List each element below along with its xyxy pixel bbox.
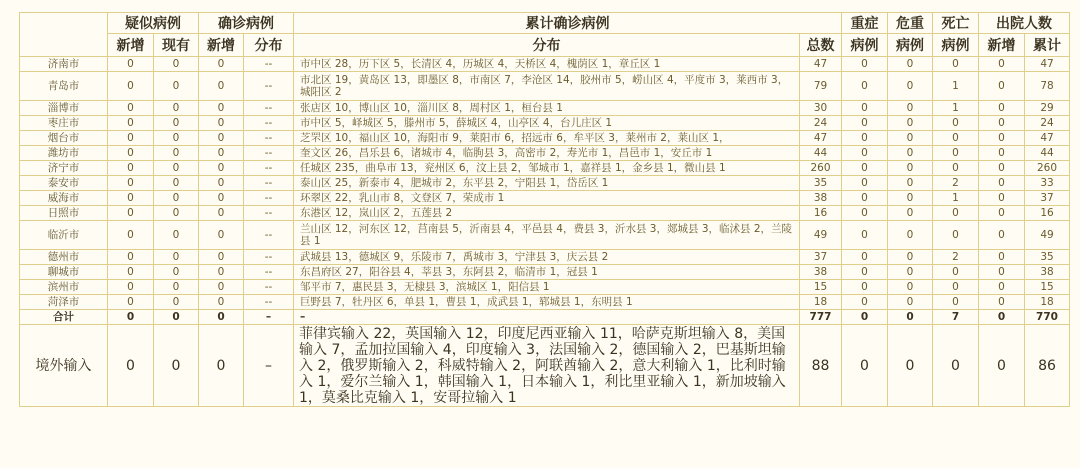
city-cell: 济南市 [20,57,108,72]
discharged-new-cell: 0 [979,131,1025,146]
death-cell: 0 [933,146,979,161]
header-discharged: 出院人数 [979,13,1070,34]
confirmed-new-cell: 0 [199,265,244,280]
suspected-new-cell: 0 [108,191,154,206]
suspected-new-cell: 0 [108,131,154,146]
city-cell: 烟台市 [20,131,108,146]
discharged-total-cell: 35 [1025,250,1070,265]
table-row [20,57,1070,72]
suspected-new-cell: 0 [108,146,154,161]
suspected-current-cell: 0 [154,250,199,265]
table-row [20,176,1070,191]
confirmed-new-cell: 0 [199,295,244,310]
discharged-total-cell: 33 [1025,176,1070,191]
severe-cell: 0 [842,325,888,407]
discharged-new-cell: 0 [979,191,1025,206]
header-death-case: 病例 [933,34,979,57]
suspected-current-cell: 0 [154,176,199,191]
confirmed-distribution-cell: -- [244,161,294,176]
discharged-new-cell: 0 [979,250,1025,265]
city-cell: 临沂市 [20,221,108,250]
table-row [20,131,1070,146]
distribution-cell: 巨野县 7，牡丹区 6，单县 1，曹县 1，成武县 1，郓城县 1，东明县 1 [294,295,800,310]
table-row [20,265,1070,280]
suspected-new-cell: 0 [108,310,154,325]
distribution-cell: 武城县 13，德城区 9，乐陵市 7，禹城市 3，宁津县 3，庆云县 2 [294,250,800,265]
severe-cell: 0 [842,206,888,221]
total-cell: 37 [800,250,842,265]
critical-cell: 0 [888,221,933,250]
death-cell: 0 [933,161,979,176]
total-cell: 35 [800,176,842,191]
discharged-new-cell: 0 [979,101,1025,116]
distribution-cell: 奎文区 26，昌乐县 6，诸城市 4，临朐县 3，高密市 2，寿光市 1，昌邑市 1，安丘市 1 [294,146,800,161]
discharged-new-cell: 0 [979,325,1025,407]
discharged-new-cell: 0 [979,280,1025,295]
confirmed-new-cell: 0 [199,221,244,250]
discharged-total-cell: 47 [1025,57,1070,72]
confirmed-distribution-cell: -- [244,295,294,310]
suspected-new-cell: 0 [108,295,154,310]
death-cell: 0 [933,131,979,146]
table-row [20,280,1070,295]
header-critical-case: 病例 [888,34,933,57]
severe-cell: 0 [842,310,888,325]
confirmed-distribution-cell: -- [244,116,294,131]
discharged-new-cell: 0 [979,206,1025,221]
death-cell: 0 [933,206,979,221]
severe-cell: 0 [842,161,888,176]
critical-cell: 0 [888,250,933,265]
total-cell: 18 [800,295,842,310]
discharged-total-cell: 15 [1025,280,1070,295]
confirmed-distribution-cell: -- [244,176,294,191]
discharged-total-cell: 44 [1025,146,1070,161]
discharged-total-cell: 260 [1025,161,1070,176]
header-severe: 重症 [842,13,888,34]
header-severe-case: 病例 [842,34,888,57]
death-cell: 1 [933,101,979,116]
distribution-cell: 菲律宾输入 22，英国输入 12，印度尼西亚输入 11，哈萨克斯坦输入 8，美国输入 7，孟加拉国输入 4，印度输入 3，法国输入 2，德国输入 2，巴基斯坦输入 2，俄罗斯输入 2，科威特输入 2，阿联酋输入 2，意大利输入 1，比利时输入 1，爱尔兰输入 1，韩国输入 1，日本输入 1，利比里亚输入 1，新加坡输入 1，莫桑比克输入 1，安哥拉输入 1 [294,325,800,407]
city-cell: 青岛市 [20,72,108,101]
suspected-new-cell: 0 [108,72,154,101]
table-body [20,57,1070,407]
corner-cell [20,13,108,57]
discharged-total-cell: 770 [1025,310,1070,325]
death-cell: 0 [933,116,979,131]
confirmed-distribution-cell: – [244,325,294,407]
table-row [20,161,1070,176]
header-confirmed-distribution: 分布 [244,34,294,57]
discharged-new-cell: 0 [979,310,1025,325]
critical-cell: 0 [888,146,933,161]
distribution-cell: 环翠区 22，乳山市 8，文登区 7，荣成市 1 [294,191,800,206]
header-discharged-total: 累计 [1025,34,1070,57]
city-cell: 合计 [20,310,108,325]
city-cell: 德州市 [20,250,108,265]
critical-cell: 0 [888,101,933,116]
table-row [20,206,1070,221]
header-cumulative-distribution: 分布 [294,34,800,57]
death-cell: 0 [933,57,979,72]
header-suspected: 疑似病例 [108,13,199,34]
table-row [20,116,1070,131]
suspected-current-cell: 0 [154,131,199,146]
confirmed-new-cell: 0 [199,57,244,72]
distribution-cell: 兰山区 12，河东区 12，莒南县 5，沂南县 4，平邑县 4，费县 3，沂水县 3，郯城县 3，临沭县 2，兰陵县 1 [294,221,800,250]
city-cell: 滨州市 [20,280,108,295]
critical-cell: 0 [888,161,933,176]
city-cell: 威海市 [20,191,108,206]
confirmed-distribution-cell: -- [244,191,294,206]
discharged-total-cell: 37 [1025,191,1070,206]
distribution-cell: 泰山区 25，新泰市 4，肥城市 2，东平县 2，宁阳县 1，岱岳区 1 [294,176,800,191]
critical-cell: 0 [888,57,933,72]
total-cell: 79 [800,72,842,101]
suspected-current-cell: 0 [154,57,199,72]
total-cell: 777 [800,310,842,325]
suspected-new-cell: 0 [108,325,154,407]
suspected-current-cell: 0 [154,191,199,206]
city-cell: 潍坊市 [20,146,108,161]
suspected-current-cell: 0 [154,265,199,280]
city-cell: 日照市 [20,206,108,221]
discharged-total-cell: 24 [1025,116,1070,131]
severe-cell: 0 [842,280,888,295]
total-cell: 88 [800,325,842,407]
city-cell: 聊城市 [20,265,108,280]
confirmed-new-cell: 0 [199,146,244,161]
distribution-cell: 市北区 19，黄岛区 13，即墨区 8，市南区 7，李沧区 14，胶州市 5，崂山区 4，平度市 3，莱西市 3，城阳区 2 [294,72,800,101]
suspected-current-cell: 0 [154,72,199,101]
death-cell: 2 [933,250,979,265]
suspected-new-cell: 0 [108,101,154,116]
header-discharged-new: 新增 [979,34,1025,57]
total-cell: 260 [800,161,842,176]
discharged-new-cell: 0 [979,57,1025,72]
header-confirmed-new: 新增 [199,34,244,57]
table-row [20,221,1070,250]
death-cell: 2 [933,176,979,191]
severe-cell: 0 [842,265,888,280]
table-row [20,146,1070,161]
confirmed-new-cell: 0 [199,116,244,131]
severe-cell: 0 [842,191,888,206]
severe-cell: 0 [842,72,888,101]
confirmed-new-cell: 0 [199,250,244,265]
confirmed-distribution-cell: -- [244,57,294,72]
distribution-cell: 任城区 235，曲阜市 13，兖州区 6，汶上县 2，邹城市 1，嘉祥县 1，金乡县 1，微山县 1 [294,161,800,176]
header-suspected-current: 现有 [154,34,199,57]
suspected-new-cell: 0 [108,250,154,265]
distribution-cell: – [294,310,800,325]
confirmed-distribution-cell: – [244,310,294,325]
total-cell: 47 [800,57,842,72]
death-cell: 0 [933,280,979,295]
discharged-new-cell: 0 [979,176,1025,191]
death-cell: 0 [933,325,979,407]
total-cell: 38 [800,265,842,280]
city-cell: 济宁市 [20,161,108,176]
confirmed-distribution-cell: -- [244,280,294,295]
table-row [20,101,1070,116]
total-cell: 38 [800,191,842,206]
critical-cell: 0 [888,72,933,101]
suspected-new-cell: 0 [108,57,154,72]
suspected-current-cell: 0 [154,206,199,221]
severe-cell: 0 [842,146,888,161]
confirmed-new-cell: 0 [199,191,244,206]
critical-cell: 0 [888,325,933,407]
confirmed-distribution-cell: -- [244,250,294,265]
confirmed-distribution-cell: -- [244,146,294,161]
city-cell: 菏泽市 [20,295,108,310]
critical-cell: 0 [888,131,933,146]
discharged-total-cell: 16 [1025,206,1070,221]
suspected-current-cell: 0 [154,161,199,176]
discharged-new-cell: 0 [979,221,1025,250]
severe-cell: 0 [842,176,888,191]
discharged-new-cell: 0 [979,146,1025,161]
suspected-current-cell: 0 [154,116,199,131]
death-cell: 1 [933,72,979,101]
distribution-cell: 东港区 12，岚山区 2，五莲县 2 [294,206,800,221]
severe-cell: 0 [842,250,888,265]
death-cell: 0 [933,295,979,310]
confirmed-new-cell: 0 [199,325,244,407]
total-cell: 47 [800,131,842,146]
header-critical: 危重 [888,13,933,34]
covid-case-table [19,12,1070,407]
confirmed-distribution-cell: -- [244,72,294,101]
critical-cell: 0 [888,191,933,206]
confirmed-new-cell: 0 [199,161,244,176]
table-row [20,310,1070,325]
distribution-cell: 东昌府区 27，阳谷县 4，莘县 3，东阿县 2，临清市 1，冠县 1 [294,265,800,280]
city-cell: 泰安市 [20,176,108,191]
discharged-total-cell: 49 [1025,221,1070,250]
confirmed-distribution-cell: -- [244,221,294,250]
header-cumulative-total: 总数 [800,34,842,57]
confirmed-new-cell: 0 [199,206,244,221]
discharged-new-cell: 0 [979,265,1025,280]
header-confirmed: 确诊病例 [199,13,294,34]
city-cell: 境外输入 [20,325,108,407]
discharged-total-cell: 29 [1025,101,1070,116]
city-cell: 枣庄市 [20,116,108,131]
confirmed-new-cell: 0 [199,280,244,295]
total-cell: 44 [800,146,842,161]
critical-cell: 0 [888,295,933,310]
total-cell: 16 [800,206,842,221]
severe-cell: 0 [842,101,888,116]
discharged-total-cell: 38 [1025,265,1070,280]
confirmed-new-cell: 0 [199,310,244,325]
suspected-new-cell: 0 [108,116,154,131]
confirmed-new-cell: 0 [199,72,244,101]
total-cell: 15 [800,280,842,295]
suspected-new-cell: 0 [108,280,154,295]
suspected-current-cell: 0 [154,101,199,116]
suspected-new-cell: 0 [108,265,154,280]
critical-cell: 0 [888,265,933,280]
severe-cell: 0 [842,295,888,310]
suspected-current-cell: 0 [154,280,199,295]
distribution-cell: 芝罘区 10，福山区 10，海阳市 9，莱阳市 6，招远市 6，牟平区 3，莱州市 2，莱山区 1， [294,131,800,146]
table-row [20,295,1070,310]
table-row [20,325,1070,407]
confirmed-distribution-cell: -- [244,131,294,146]
death-cell: 7 [933,310,979,325]
suspected-new-cell: 0 [108,206,154,221]
confirmed-distribution-cell: -- [244,206,294,221]
critical-cell: 0 [888,176,933,191]
suspected-current-cell: 0 [154,295,199,310]
city-cell: 淄博市 [20,101,108,116]
header-death: 死亡 [933,13,979,34]
suspected-new-cell: 0 [108,176,154,191]
suspected-new-cell: 0 [108,161,154,176]
critical-cell: 0 [888,310,933,325]
distribution-cell: 邹平市 7，惠民县 3，无棣县 3，滨城区 1，阳信县 1 [294,280,800,295]
critical-cell: 0 [888,280,933,295]
confirmed-new-cell: 0 [199,101,244,116]
discharged-total-cell: 86 [1025,325,1070,407]
discharged-new-cell: 0 [979,295,1025,310]
header-cumulative: 累计确诊病例 [294,13,842,34]
confirmed-distribution-cell: -- [244,101,294,116]
confirmed-new-cell: 0 [199,131,244,146]
discharged-new-cell: 0 [979,161,1025,176]
discharged-new-cell: 0 [979,72,1025,101]
table-row [20,250,1070,265]
suspected-current-cell: 0 [154,325,199,407]
severe-cell: 0 [842,131,888,146]
suspected-new-cell: 0 [108,221,154,250]
distribution-cell: 市中区 28，历下区 5，长清区 4，历城区 4，天桥区 4，槐荫区 1，章丘区 1 [294,57,800,72]
discharged-total-cell: 47 [1025,131,1070,146]
death-cell: 0 [933,221,979,250]
severe-cell: 0 [842,221,888,250]
total-cell: 49 [800,221,842,250]
severe-cell: 0 [842,57,888,72]
distribution-cell: 市中区 5，峄城区 5，滕州市 5，薛城区 4，山亭区 4，台儿庄区 1 [294,116,800,131]
distribution-cell: 张店区 10，博山区 10，淄川区 8，周村区 1，桓台县 1 [294,101,800,116]
death-cell: 1 [933,191,979,206]
discharged-new-cell: 0 [979,116,1025,131]
suspected-current-cell: 0 [154,310,199,325]
table-row [20,72,1070,101]
discharged-total-cell: 18 [1025,295,1070,310]
confirmed-distribution-cell: -- [244,265,294,280]
suspected-current-cell: 0 [154,146,199,161]
severe-cell: 0 [842,116,888,131]
discharged-total-cell: 78 [1025,72,1070,101]
critical-cell: 0 [888,206,933,221]
total-cell: 24 [800,116,842,131]
critical-cell: 0 [888,116,933,131]
table-row [20,191,1070,206]
confirmed-new-cell: 0 [199,176,244,191]
suspected-current-cell: 0 [154,221,199,250]
total-cell: 30 [800,101,842,116]
header-suspected-new: 新增 [108,34,154,57]
death-cell: 0 [933,265,979,280]
